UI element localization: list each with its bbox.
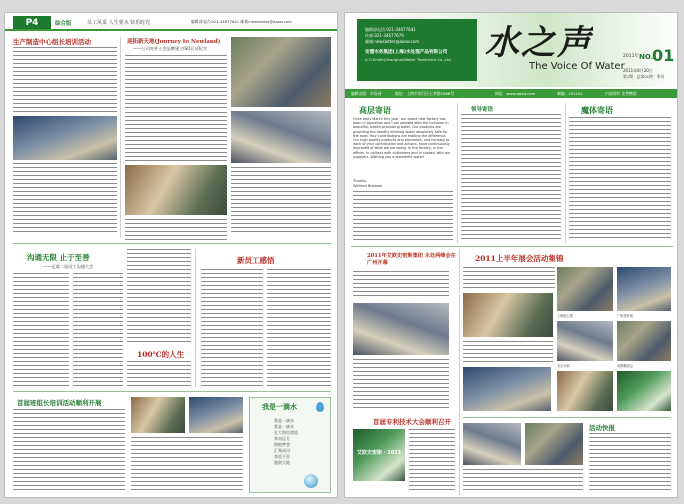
photo-a1 [13, 116, 117, 160]
publisher-line: 编辑部电话:021-34677641 [365, 27, 416, 32]
poster-text: 艾欧史密斯 · 2011 [357, 450, 402, 456]
article-b-text-3 [231, 167, 331, 235]
water-drop-icon [316, 402, 324, 412]
left-page-number: P4 [13, 16, 51, 30]
left-section-name: 综合版 [55, 21, 72, 27]
col1-signature: Wilfried Brouwer [353, 184, 383, 188]
photo-i2 [617, 267, 671, 311]
photo-f2 [189, 397, 243, 433]
photo-k1 [463, 423, 521, 465]
info-bar-item: 内部资料 免费赠阅 [605, 91, 637, 96]
left-contact: 编辑部电话:021-34677641 邮箱:newsletter@aosw.com [191, 19, 292, 24]
headline-b: 迎拓新天地(Journey to Newland) [127, 39, 221, 45]
poem-line: 在大海里漂流 [274, 430, 298, 435]
article-b-text-1 [125, 55, 227, 109]
left-tagline: 员工风采 人生要水 快乐时光 [87, 20, 151, 26]
photo-b2 [231, 111, 331, 163]
headline-h: 2011年艾欧史密斯集团 永处两峰会在广州开幕 [367, 253, 456, 266]
publisher-line: 安德水务集团(上海)水处理产品有限公司 [365, 50, 448, 55]
headline-e: 100℃的人生 [137, 350, 185, 359]
left-header [5, 13, 338, 31]
subhead-b: ——公司对外入会品牌建立ISO认证纪实 [133, 46, 208, 51]
article-j-text [409, 429, 455, 491]
article-e-text [127, 361, 191, 387]
headline-g: 我是一滴水 [262, 402, 297, 411]
photo-i4 [557, 321, 613, 361]
col3-title: 魔体寄语 [581, 105, 613, 115]
masthead-subtitle-en: The Voice Of Water [529, 61, 625, 72]
poem-line: 奔流不息 [274, 454, 290, 459]
info-bar-item: 地址：上海市闵行区七莘路2588号 [395, 91, 455, 96]
col2-title: 领导寄语 [471, 107, 494, 113]
article-h-text-1 [353, 271, 449, 299]
headline-c: 沟通无限 止于至善 [27, 253, 90, 262]
photo-b1 [231, 37, 331, 107]
article-c-text-3 [127, 249, 191, 343]
masthead-title: 水之声 [485, 23, 593, 63]
poem-box [249, 397, 331, 493]
poem-line: 滋润大地 [274, 460, 290, 465]
info-bar-item: 网址：www.aosw.com [495, 91, 536, 96]
photo-caption: 北京水展 [557, 364, 570, 368]
divider [457, 103, 458, 243]
subhead-c: ——记第二届员工沟通大会 [43, 264, 94, 269]
col3-text [569, 117, 671, 241]
article-a-text-1 [13, 47, 117, 113]
photo-i3 [463, 293, 553, 337]
divider [13, 243, 331, 244]
col1-english-text: Once early March this year, our brand new factory has been in operation and I am pleased with the inclusion in beautiful, health-promoting water. Our products are providing the healthy drinking water absolutely safe for the body. Your contributions are making the difference. Our high quality products and processes, and honesty to each of your contribution and actions, have continuously improved of what we are doing. In the factory, in the offices, in contact with customers and in contact with our suppliers. Wishing you a wonderful water! [353, 117, 451, 159]
col1-signature: Thanks, [353, 179, 368, 183]
photo-i6 [463, 367, 551, 411]
article-b-text-2 [125, 112, 227, 162]
headline-j: 首届专利技术大会顺利召开 [373, 418, 451, 426]
masthead [345, 13, 678, 87]
poem-line: 我是一滴水 [274, 418, 294, 423]
publisher-line: 邮箱:newsletter@aosw.com [365, 39, 420, 44]
photo-j1 [353, 429, 405, 481]
headline-k: 活动快报 [589, 424, 615, 432]
publisher-line: 传真:021-34677679 [365, 33, 404, 38]
article-f-text-2 [131, 437, 243, 493]
water-drop-icon [304, 474, 318, 488]
photo-i8 [617, 371, 671, 411]
issue-year: 2011年 [623, 54, 639, 59]
page-right [344, 12, 678, 498]
photo-k2 [525, 423, 583, 465]
poem-line: 汇聚成河 [274, 448, 290, 453]
photo-caption: 广州建材展 [617, 314, 633, 318]
article-i-text [463, 267, 555, 289]
poem-line: 我是一滴水 [274, 424, 294, 429]
poem-line: 奔向远方 [274, 436, 290, 441]
divider [120, 37, 121, 237]
photo-h1 [353, 303, 449, 355]
article-d-text-1 [201, 269, 263, 387]
article-c-text-2 [73, 273, 123, 387]
info-bar-item: 编辑出版：市场部 [351, 91, 382, 96]
divider [13, 391, 331, 392]
article-a-text-2 [13, 163, 117, 233]
poem-line: 拥抱梦想 [274, 442, 290, 447]
col1-chinese-text [353, 191, 453, 241]
info-bar [345, 89, 678, 98]
issue-label: NO. [639, 53, 654, 61]
issue-number: 01 [652, 46, 675, 65]
col1-title: 高层寄语 [359, 105, 391, 115]
masthead-green-block [357, 19, 477, 81]
headline-d: 新员工感悟 [237, 256, 275, 265]
article-i-text-2 [463, 341, 553, 363]
article-h-text-2 [353, 359, 449, 411]
article-f-text-1 [13, 409, 125, 493]
photo-i7 [557, 371, 613, 411]
publisher-line: A.O.Smith(Shanghai)Water Treatment Co.,Ltd [365, 57, 451, 62]
divider [195, 249, 196, 387]
photo-b3 [125, 165, 227, 215]
article-d-text-2 [267, 269, 331, 387]
info-bar-item: 邮编：201101 [557, 91, 583, 96]
article-b-text-4 [125, 219, 227, 243]
divider [463, 417, 671, 418]
page-left [4, 12, 338, 498]
photo-f1 [131, 397, 185, 433]
photo-caption: 上海厨卫展 [557, 314, 573, 318]
issue-date: 2011年8月20日 [623, 68, 653, 73]
divider [565, 103, 566, 243]
photo-i5 [617, 321, 671, 361]
headline-a: 生产制造中心组长培训活动 [13, 38, 91, 46]
headline-i: 2011上半年展会活动集锦 [475, 254, 564, 263]
article-k-text-2 [589, 433, 671, 493]
article-k-text-1 [463, 469, 583, 493]
photo-caption: 成都糖酒会 [617, 364, 633, 368]
divider [459, 249, 460, 495]
col2-text [461, 114, 561, 242]
article-c-text-1 [13, 273, 69, 387]
divider [351, 246, 673, 247]
headline-f: 首届班组长培训活动顺利开展 [17, 399, 102, 407]
issue-meta: 第1期 · 总第01期 · 季刊 [623, 74, 665, 79]
photo-i1 [557, 267, 613, 311]
